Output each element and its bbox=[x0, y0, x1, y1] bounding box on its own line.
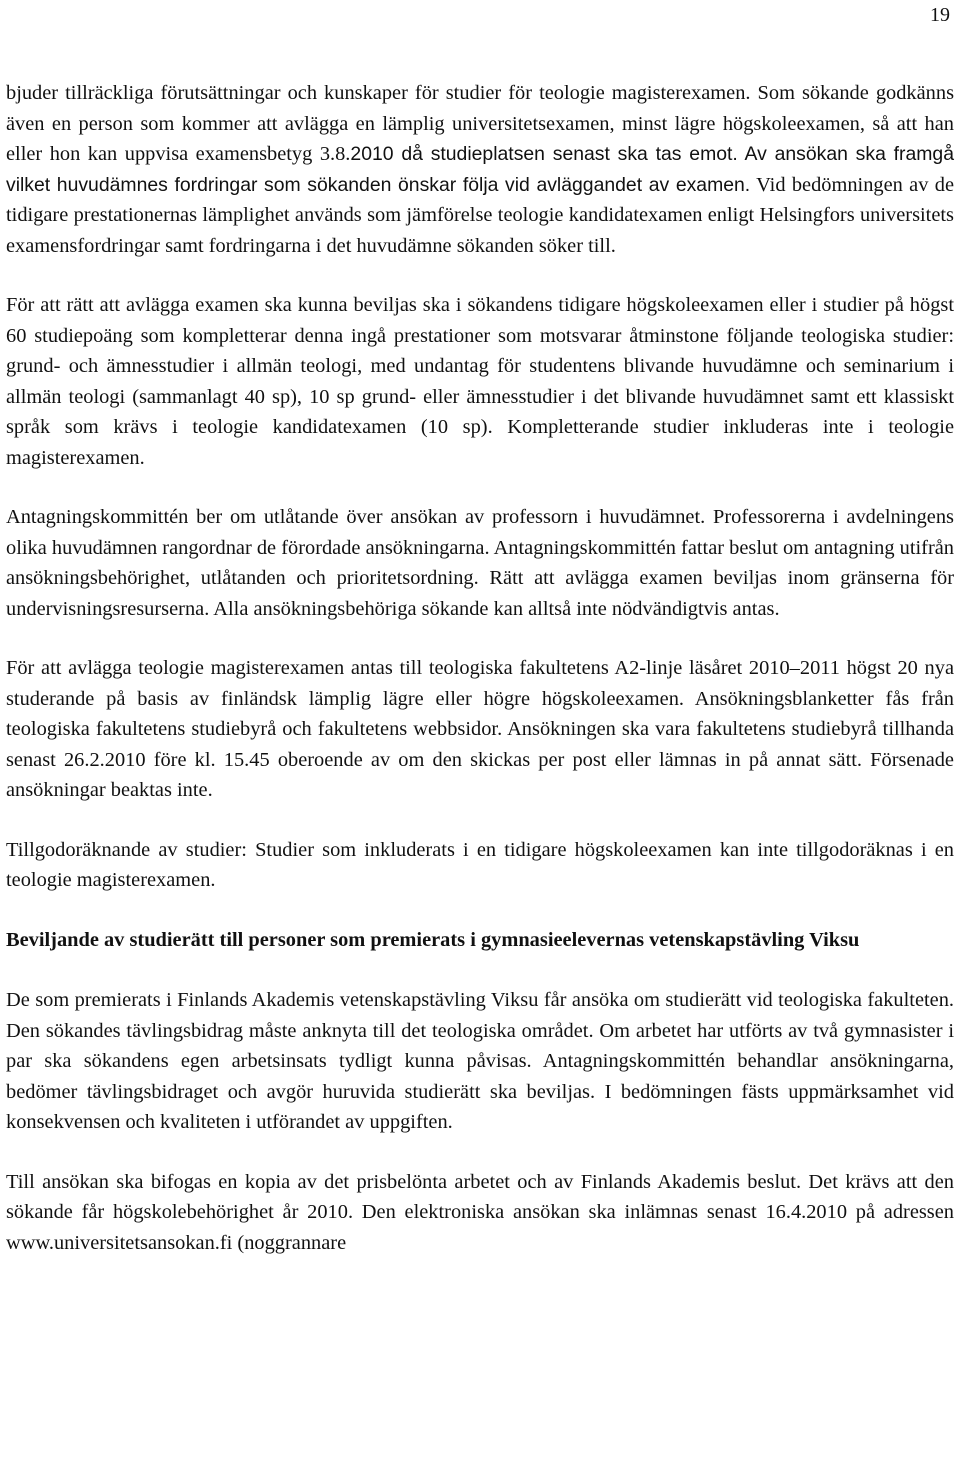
paragraph-viksu-eligibility: De som premierats i Finlands Akademis vetenskapstävling Viksu får ansöka om studierätt vid teologiska fakulteten. Den sökandes tävlingsbidrag måste anknyta till det teologiska området. Om arbetet har utförts av två gymnasister i par ska sökandens egen arbetsinsats tydligt kunna påvisas. Antagningskommittén behandlar ansökningarna, bedömer tävlingsbidraget och avgör huruvida studierätt ska beviljas. I bedömningen fästs uppmärksamhet vid konsekvensen och kvaliteten i utförandet av uppgiften. bbox=[6, 989, 954, 1133]
paragraph-credit-transfer: Tillgodoräknande av studier: Studier som inkluderats i en tidigare högskoleexamen kan inte tillgodoräknas i en teologie magisterexamen. bbox=[6, 838, 954, 891]
paragraph-viksu-application: Till ansökan ska bifogas en kopia av det prisbelönta arbetet och av Finlands Akademis beslut. Det krävs att den sökande får högskolebehörighet år 2010. Den elektroniska ansökan ska inlämnas senast 16.4.2010 på adressen www.universitetsansokan.fi (noggrannare bbox=[6, 1170, 954, 1254]
paragraph-text: bjuder tillräckliga förutsättningar och kunskaper för studier för teologie magisterexamen. Som sökande godkänns även en person som kommer att avlägga en lämplig universitetsexamen, minst lägre högskoleexamen, så att han eller hon kan uppvisa examensbetyg 3.8. bbox=[6, 82, 954, 165]
document-body bbox=[6, 78, 954, 1258]
paragraph-admission-requirements bbox=[6, 78, 954, 261]
paragraph-admission-committee: Antagningskommittén ber om utlåtande över ansökan av professorn i huvudämnet. Professorerna i avdelningens olika huvudämnen rangordnar de förordade ansökningarna. Antagningskommittén fattar beslut om antagning utifrån ansökningsbehörighet, utlåtanden och prioritetsordning. Rätt att avlägga examen beviljas inom gränserna för undervisningsresurserna. Alla ansökningsbehöriga sökande kan alltså inte nödvändigtvis antas. bbox=[6, 506, 954, 620]
paragraph-prior-studies: För att rätt att avlägga examen ska kunna beviljas ska i sökandens tidigare högskoleexamen eller i studier på högst 60 studiepoäng som kompletterar denna ingå prestationer som motsvarar åtminstone följande teologiska studier: grund- och ämnesstudier i allmän teologi, med undantag för studentens blivande huvudämne och seminarium i allmän teologi (sammanlagt 40 sp), 10 sp grund- eller ämnesstudier i det blivande huvudämnet samt ett klassiskt språk som krävs i teologie kandidatexamen (10 sp). Kompletterande studier inkluderas inte i teologie magisterexamen. bbox=[6, 294, 954, 469]
section-heading-viksu: Beviljande av studierätt till personer som premierats i gymnasieelevernas vetenskapstävling Viksu bbox=[6, 928, 860, 951]
paragraph-text: Vid bedömningen av de tidigare prestationernas lämplighet används som jämförelse teologie kandidatexamen enligt Helsingfors universitets examensfordringar samt fordringarna i det huvudämne sökanden söker till. bbox=[6, 173, 954, 257]
paragraph-a2-line: För att avlägga teologie magisterexamen antas till teologiska fakultetens A2-linje läsåret 2010–2011 högst 20 nya studerande på basis av finländsk lämplig lägre eller högre högskoleexamen. Ansökningsblanketter fås från teologiska fakultetens studiebyrå och fakultetens webbsidor. Ansökningen ska vara fakultetens studiebyrå tillhanda senast 26.2.2010 före kl. 15.45 oberoende av om den skickas per post eller lämnas in på annat sätt. Försenade ansökningar beaktas inte. bbox=[6, 657, 954, 801]
paragraph-text-sans: 2010 då studieplatsen senast ska tas emot. Av ansökan ska framgå vilket huvudämnes fordringar som sökanden önskar följa vid avläggandet av examen. bbox=[6, 143, 954, 196]
page-number: 19 bbox=[930, 4, 950, 26]
